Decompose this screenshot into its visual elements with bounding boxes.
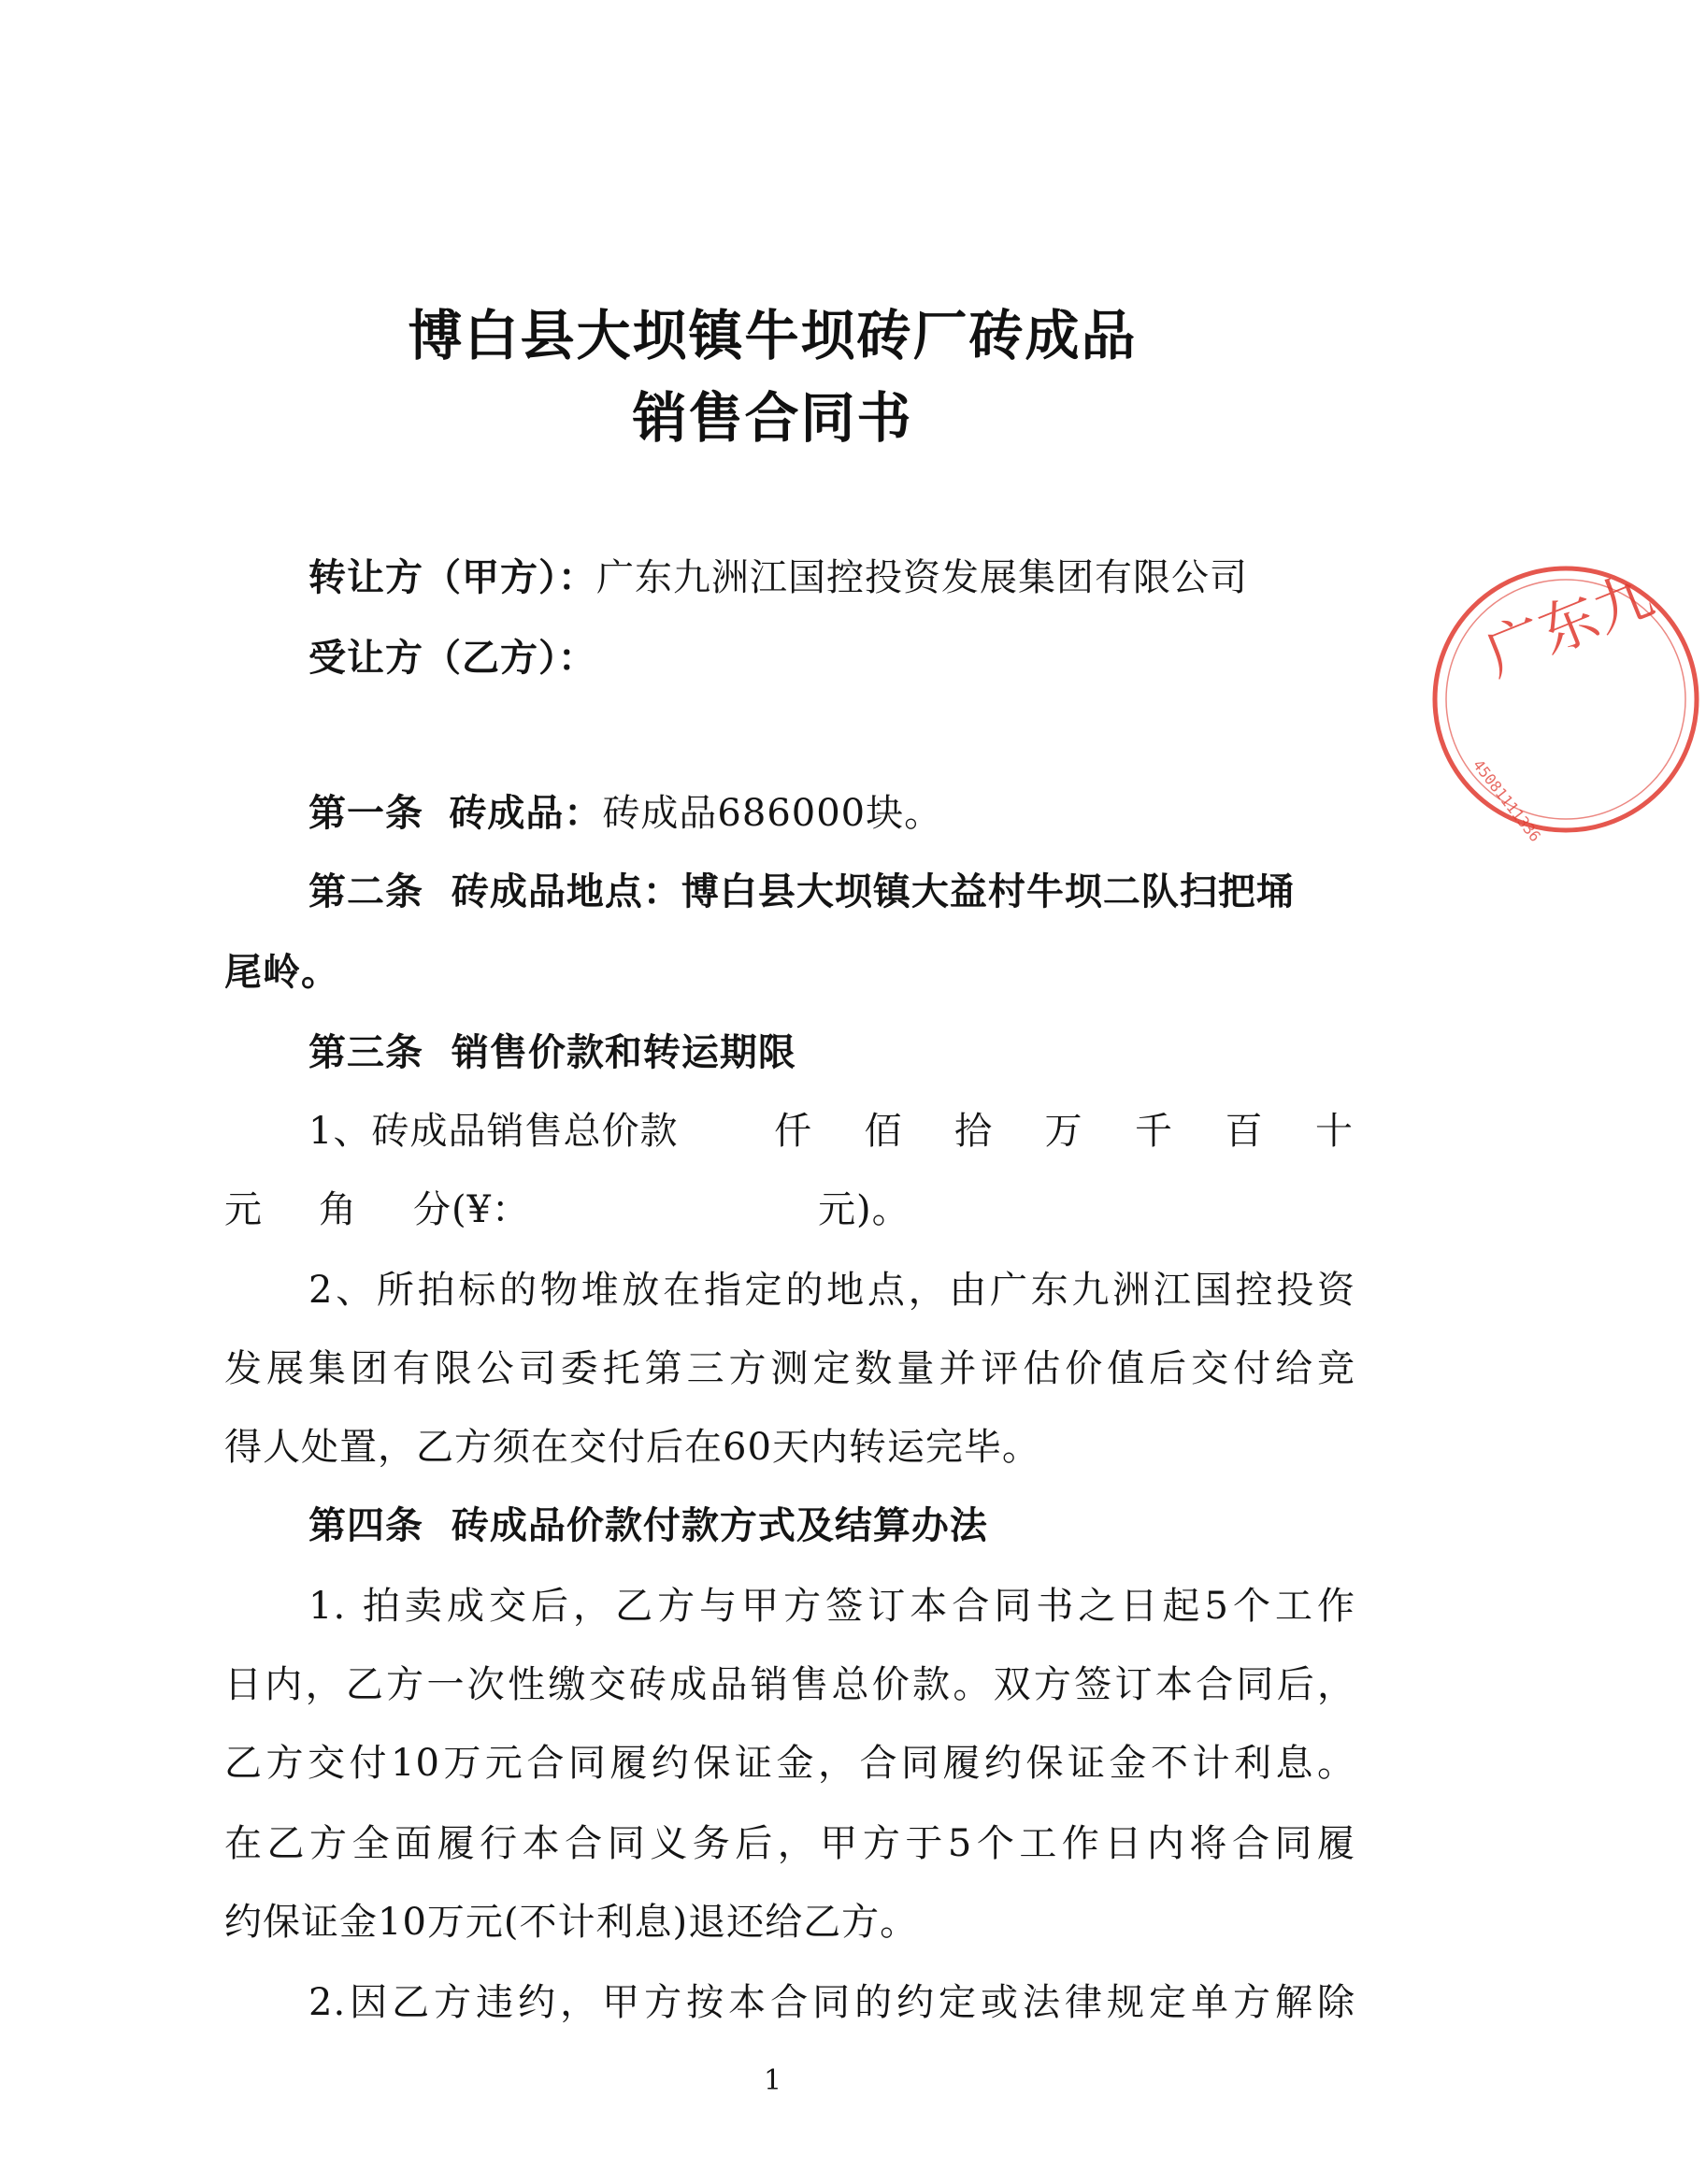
unit-jiao: 角 <box>319 1188 357 1231</box>
unit-shi2: 十 <box>1315 1110 1354 1153</box>
article-1-label: 砖成品： <box>449 791 603 835</box>
article-3-item-2-line-1: 2、所拍标的物堆放在指定的地点，由广东九洲江国控投资 <box>308 1269 1355 1312</box>
article-4-item-2-line-1: 2.因乙方违约，甲方按本合同的约定或法律规定单方解除 <box>308 1981 1355 2024</box>
article-4-item-1-line-2: 日内，乙方一次性缴交砖成品销售总价款。双方签订本合同后， <box>224 1663 1355 1706</box>
article-2-text: 博白县大坝镇大益村牛坝二队扫把埇 <box>681 869 1295 913</box>
price-units-row <box>774 1105 1354 1157</box>
unit-bai2: 百 <box>1225 1110 1264 1153</box>
unit-bai: 佰 <box>864 1110 903 1153</box>
article-4-item-1-line-1: 1. 拍卖成交后，乙方与甲方签订本合同书之日起5个工作 <box>308 1585 1355 1628</box>
article-3-title: 销售价款和转运期限 <box>451 1030 796 1074</box>
article-1-heading: 第一条 <box>308 791 423 835</box>
price-units-row-2 <box>224 1184 910 1236</box>
article-1 <box>308 787 942 840</box>
company-seal <box>1426 559 1706 845</box>
article-4-heading-row <box>308 1500 988 1552</box>
unit-yuan-close: 元)。 <box>818 1188 910 1231</box>
unit-qian: 仟 <box>774 1110 812 1153</box>
unit-shi: 拾 <box>954 1110 993 1153</box>
unit-yuan: 元 <box>224 1188 263 1231</box>
article-3-item-2-line-3: 得人处置，乙方须在交付后在60天内转运完毕。 <box>224 1426 1040 1469</box>
unit-qian2: 千 <box>1135 1110 1173 1153</box>
document-title-line1: 博白县大坝镇牛坝砖厂砖成品 <box>408 304 1138 367</box>
article-2-label: 砖成品地点： <box>451 869 681 913</box>
article-4-title: 砖成品价款付款方式及结算办法 <box>451 1503 988 1547</box>
article-2-heading: 第二条 <box>308 869 423 913</box>
seal-text: 广东九 <box>1475 560 1663 689</box>
article-3-heading: 第三条 <box>308 1030 423 1074</box>
article-2-continued: 尾岭。 <box>224 950 339 994</box>
transferor-row <box>308 552 1248 604</box>
article-4-item-1-line-3: 乙方交付10万元合同履约保证金，合同履约保证金不计利息。 <box>224 1742 1355 1785</box>
article-3-heading-row <box>308 1027 796 1079</box>
document-title-line2: 销售合同书 <box>632 386 913 450</box>
unit-wan: 万 <box>1044 1110 1083 1153</box>
transferor-name: 广东九洲江国控投资发展集团有限公司 <box>596 556 1248 599</box>
article-3-item-2-line-2: 发展集团有限公司委托第三方测定数量并评估价值后交付给竞 <box>224 1347 1355 1390</box>
article-1-text: 砖成品686000块。 <box>602 792 943 835</box>
seal-digits: 45081111336 <box>1469 755 1545 845</box>
article-4-item-1-line-5: 约保证金10万元(不计利息)退还给乙方。 <box>224 1901 919 1944</box>
article-4-heading: 第四条 <box>308 1503 423 1547</box>
price-label: 1、砖成品销售总价款 <box>308 1110 679 1153</box>
transferee-label: 受让方（乙方）： <box>308 636 596 680</box>
article-2 <box>308 866 1295 918</box>
transferor-label: 转让方（甲方）： <box>308 555 596 599</box>
unit-fen: 分(¥： <box>413 1188 531 1231</box>
article-3-item-1 <box>308 1105 678 1157</box>
page-number: 1 <box>763 2064 782 2097</box>
article-4-item-1-line-4: 在乙方全面履行本合同义务后，甲方于5个工作日内将合同履 <box>224 1822 1355 1865</box>
